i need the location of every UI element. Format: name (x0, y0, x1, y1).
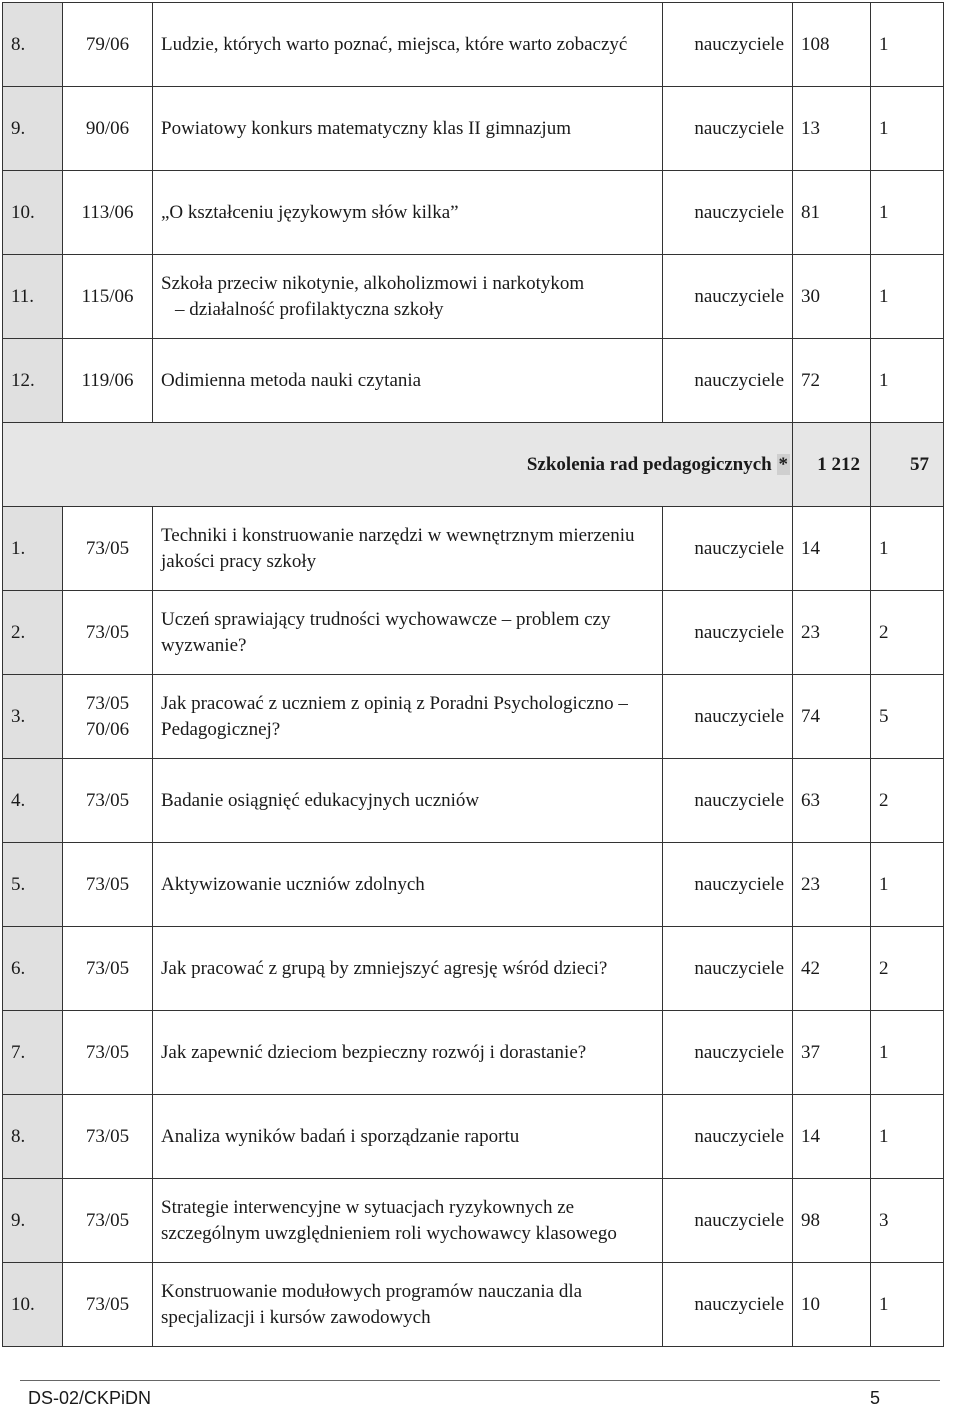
participant-count: 14 (793, 507, 871, 591)
group-count: 1 (871, 171, 944, 255)
group-count: 1 (871, 507, 944, 591)
participant-count: 10 (793, 1263, 871, 1347)
program-code: 79/06 (63, 3, 153, 87)
participant-count: 98 (793, 1179, 871, 1263)
group-count: 1 (871, 255, 944, 339)
training-title: Uczeń sprawiający trudności wychowawcze – problem czy wyzwanie? (153, 591, 663, 675)
participant-count: 42 (793, 927, 871, 1011)
participant-count: 23 (793, 591, 871, 675)
program-code: 73/05 (63, 1011, 153, 1095)
table-row (3, 927, 944, 1011)
row-number: 2. (3, 591, 63, 675)
training-title-line1: Szkoła przeciw nikotynie, alkoholizmowi i narkotykom (161, 272, 585, 294)
table-row (3, 1179, 944, 1263)
table-row (3, 843, 944, 927)
row-number: 5. (3, 843, 63, 927)
audience: nauczyciele (663, 591, 793, 675)
audience: nauczyciele (663, 1263, 793, 1347)
row-number: 8. (3, 3, 63, 87)
program-code: 73/05 (63, 843, 153, 927)
participant-count: 14 (793, 1095, 871, 1179)
program-code: 73/05 (63, 1095, 153, 1179)
section-header-row (3, 423, 944, 507)
program-code: 73/05 (63, 927, 153, 1011)
table-row (3, 507, 944, 591)
table-row (3, 339, 944, 423)
training-title: Aktywizowanie uczniów zdolnych (153, 843, 663, 927)
row-number: 6. (3, 927, 63, 1011)
group-count: 1 (871, 87, 944, 171)
table-row (3, 1011, 944, 1095)
program-code: 73/05 (63, 507, 153, 591)
audience: nauczyciele (663, 675, 793, 759)
audience: nauczyciele (663, 339, 793, 423)
program-code-2: 70/06 (85, 718, 130, 740)
group-count: 2 (871, 759, 944, 843)
section-title-text: Szkolenia rad pedagogicznych (526, 453, 772, 475)
program-code: 73/05 (63, 1263, 153, 1347)
participant-count: 37 (793, 1011, 871, 1095)
participant-count: 74 (793, 675, 871, 759)
program-code: 90/06 (63, 87, 153, 171)
footer-divider (20, 1380, 940, 1381)
audience: nauczyciele (663, 759, 793, 843)
table-row (3, 87, 944, 171)
table-row (3, 3, 944, 87)
training-title-line2: – działalność profilaktyczna szkoły (175, 298, 444, 320)
row-number: 3. (3, 675, 63, 759)
participant-count: 72 (793, 339, 871, 423)
group-count: 1 (871, 3, 944, 87)
audience: nauczyciele (663, 1011, 793, 1095)
table-row (3, 675, 944, 759)
table-row (3, 759, 944, 843)
training-table (2, 2, 944, 1347)
audience: nauczyciele (663, 87, 793, 171)
participant-count: 13 (793, 87, 871, 171)
group-count: 1 (871, 843, 944, 927)
training-title: Badanie osiągnięć edukacyjnych uczniów (153, 759, 663, 843)
row-number: 8. (3, 1095, 63, 1179)
participant-count: 108 (793, 3, 871, 87)
training-title: Jak pracować z uczniem z opinią z Poradni Psychologiczno – Pedagogicznej? (153, 675, 663, 759)
audience: nauczyciele (663, 927, 793, 1011)
audience: nauczyciele (663, 507, 793, 591)
row-number: 1. (3, 507, 63, 591)
audience: nauczyciele (663, 171, 793, 255)
group-count: 3 (871, 1179, 944, 1263)
group-count: 2 (871, 591, 944, 675)
participant-count: 63 (793, 759, 871, 843)
section-title (3, 423, 793, 507)
row-number: 4. (3, 759, 63, 843)
program-code: 119/06 (63, 339, 153, 423)
audience: nauczyciele (663, 843, 793, 927)
table-row (3, 171, 944, 255)
row-number: 7. (3, 1011, 63, 1095)
row-number: 10. (3, 1263, 63, 1347)
row-number: 12. (3, 339, 63, 423)
program-code: 73/05 (63, 1179, 153, 1263)
training-title: Strategie interwencyjne w sytuacjach ryzykownych ze szczególnym uwzględnieniem roli wychowawcy klasowego (153, 1179, 663, 1263)
audience: nauczyciele (663, 255, 793, 339)
training-title: Powiatowy konkurs matematyczny klas II gimnazjum (153, 87, 663, 171)
training-title: „O kształceniu językowym słów kilka” (153, 171, 663, 255)
training-title: Odimienna metoda nauki czytania (153, 339, 663, 423)
page-number: 5 (869, 1388, 880, 1408)
group-count: 2 (871, 927, 944, 1011)
audience: nauczyciele (663, 3, 793, 87)
group-count: 1 (871, 1263, 944, 1347)
table-row (3, 1095, 944, 1179)
document-id: DS-02/CKPiDN (28, 1388, 152, 1408)
participant-count: 81 (793, 171, 871, 255)
group-count: 1 (871, 1011, 944, 1095)
training-title (153, 255, 663, 339)
training-title: Techniki i konstruowanie narzędzi w wewnętrznym mierzeniu jakości pracy szkoły (153, 507, 663, 591)
group-count: 5 (871, 675, 944, 759)
row-number: 11. (3, 255, 63, 339)
training-title: Analiza wyników badań i sporządzanie raportu (153, 1095, 663, 1179)
row-number: 10. (3, 171, 63, 255)
participant-count: 30 (793, 255, 871, 339)
group-count: 1 (871, 339, 944, 423)
audience: nauczyciele (663, 1095, 793, 1179)
table-row (3, 1263, 944, 1347)
training-title: Jak zapewnić dzieciom bezpieczny rozwój i dorastanie? (153, 1011, 663, 1095)
group-count: 1 (871, 1095, 944, 1179)
program-code: 73/05 (63, 759, 153, 843)
training-title: Jak pracować z grupą by zmniejszyć agresję wśród dzieci? (153, 927, 663, 1011)
training-title: Konstruowanie modułowych programów nauczania dla specjalizacji i kursów zawodowych (153, 1263, 663, 1347)
table-row (3, 591, 944, 675)
program-code-1: 73/05 (85, 692, 130, 714)
table-row (3, 255, 944, 339)
row-number: 9. (3, 1179, 63, 1263)
audience: nauczyciele (663, 1179, 793, 1263)
section-group-total: 57 (871, 423, 944, 507)
page-footer (28, 1388, 880, 1414)
participant-count: 23 (793, 843, 871, 927)
row-number: 9. (3, 87, 63, 171)
section-participant-total: 1 212 (793, 423, 871, 507)
program-code: 113/06 (63, 171, 153, 255)
program-code (63, 675, 153, 759)
program-code: 73/05 (63, 591, 153, 675)
program-code: 115/06 (63, 255, 153, 339)
footnote-marker: * (778, 453, 788, 475)
training-title: Ludzie, których warto poznać, miejsca, które warto zobaczyć (153, 3, 663, 87)
